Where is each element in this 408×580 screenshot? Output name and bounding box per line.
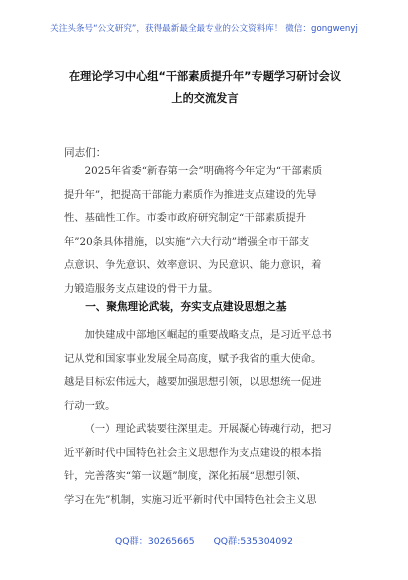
paragraph-line: 2025年省委“新春第一会”明确将今年定为“干部素质 (84, 165, 323, 177)
footer-qq-group-1: QQ群：30265665 (115, 536, 195, 547)
paragraph-line: 行动一致。 (64, 399, 116, 412)
paragraph-line: 点意识、争先意识、效率意识、为民意识、能力意识，着 (64, 259, 322, 272)
paragraph-line: 年”20条具体措施，以实施“六大行动”增强全市干部支 (64, 235, 310, 248)
paragraph-section1-item1 (64, 418, 350, 512)
footer-qq-group-2: QQ群:535304092 (213, 536, 293, 547)
paragraph-intro (64, 160, 350, 302)
paragraph-line: 针，完善落实“第一议题”制度，深化拓展“思想引领、 (64, 470, 307, 483)
document-title (60, 66, 350, 110)
title-line-1: 在理论学习中心组“干部素质提升年”专题学习研讨会议 (68, 70, 342, 83)
paragraph-line: 性、基础性工作。市委市政府研究制定“干部素质提升 (64, 212, 307, 225)
section-heading-1: 一、聚焦理论武装，夯实支点建设思想之基 (85, 301, 287, 313)
paragraph-line: （一）理论武装要往深里走。开展凝心铸魂行动，把习 (84, 423, 332, 435)
paragraph-line: 学习在先”机制，实施习近平新时代中国特色社会主义思 (64, 493, 317, 506)
paragraph-line: 越是目标宏伟远大，越要加强思想引领，以思想统一促进 (64, 376, 322, 389)
footer-contact (0, 533, 408, 547)
paragraph-line: 力锻造服务支点建设的骨干力量。 (64, 282, 219, 295)
paragraph-line: 提升年”，把提高干部能力素质作为推进支点建设的先导 (64, 188, 317, 201)
paragraph-section1-intro (64, 324, 350, 418)
salutation: 同志们： (64, 147, 107, 159)
paragraph-line: 记从党和国家事业发展全局高度，赋予我省的重大使命。 (64, 352, 322, 365)
header-promo-note: 关注头条号“公文研究”，获得最新最全最专业的公文资料库！ 微信：gongwenyj (50, 24, 358, 34)
paragraph-line: 加快建成中部地区崛起的重要战略支点，是习近平总书 (84, 329, 332, 341)
paragraph-line: 近平新时代中国特色社会主义思想作为支点建设的根本指 (64, 446, 322, 459)
title-line-2: 上的交流发言 (171, 92, 239, 105)
